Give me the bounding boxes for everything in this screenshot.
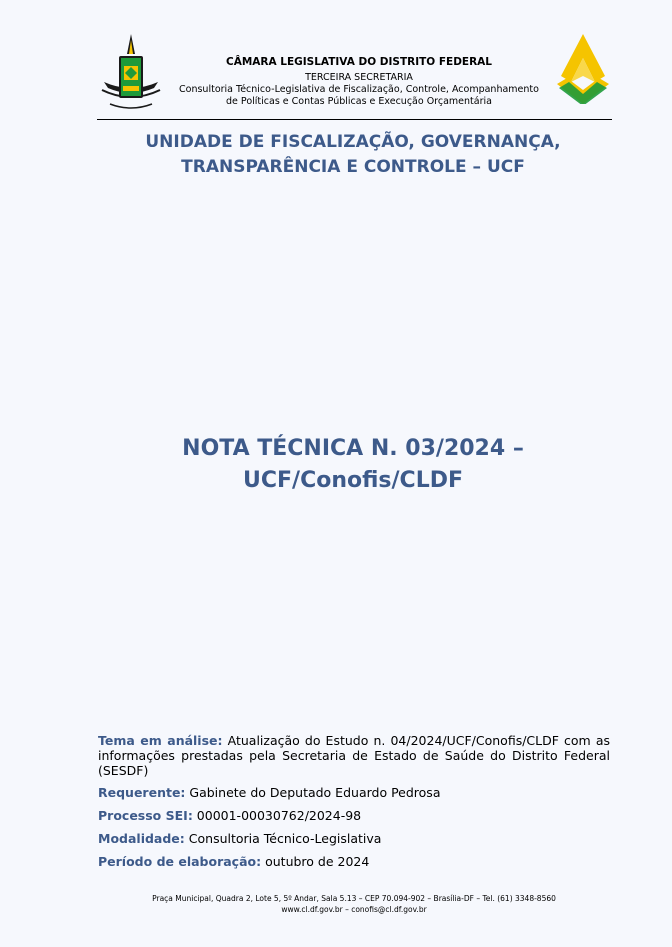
header-rule xyxy=(97,119,612,120)
secretariat-name: TERCEIRA SECRETARIA xyxy=(305,72,413,83)
cldf-logo-icon xyxy=(555,32,611,104)
document-info xyxy=(98,733,610,877)
tema-value: Atualização do Estudo n. 04/2024/UCF/Conofis/CLDF com as informações prestadas pela Secretaria de Estado de Saúde do Distrito Federal (SESDF) xyxy=(98,733,610,778)
requerente-value: Gabinete do Deputado Eduardo Pedrosa xyxy=(189,785,441,800)
info-modalidade xyxy=(98,831,610,846)
info-requerente xyxy=(98,785,610,800)
periodo-label: Período de elaboração: xyxy=(98,854,262,869)
consultoria-line-2: de Políticas e Contas Públicas e Execução Orçamentária xyxy=(226,96,492,107)
institution-name: CÂMARA LEGISLATIVA DO DISTRITO FEDERAL xyxy=(225,56,492,68)
brasao-df-icon xyxy=(100,32,162,110)
letterhead-text xyxy=(165,56,553,108)
requerente-label: Requerente: xyxy=(98,785,186,800)
info-processo xyxy=(98,808,610,823)
modalidade-label: Modalidade: xyxy=(98,831,185,846)
periodo-value: outubro de 2024 xyxy=(265,854,370,869)
consultoria-line-1: Consultoria Técnico-Legislativa de Fiscalização, Controle, Acompanhamento xyxy=(179,84,539,95)
footer-address: Praça Municipal, Quadra 2, Lote 5, 5º Andar, Sala 5.13 – CEP 70.094-902 – Brasília-DF – Tel. (61) 3348-8560 xyxy=(152,894,556,903)
note-title xyxy=(100,433,606,497)
unit-title-line-2: TRANSPARÊNCIA E CONTROLE – UCF xyxy=(181,157,525,177)
page-footer xyxy=(98,893,610,915)
note-title-line-2: UCF/Conofis/CLDF xyxy=(243,468,463,493)
processo-label: Processo SEI: xyxy=(98,808,193,823)
unit-title-line-1: UNIDADE DE FISCALIZAÇÃO, GOVERNANÇA, xyxy=(145,132,561,152)
processo-value: 00001-00030762/2024-98 xyxy=(196,808,362,823)
note-title-line-1: NOTA TÉCNICA N. 03/2024 – xyxy=(182,436,524,461)
tema-label: Tema em análise: xyxy=(98,733,223,748)
modalidade-value: Consultoria Técnico-Legislativa xyxy=(188,831,382,846)
unit-title xyxy=(100,130,606,180)
letterhead xyxy=(97,30,612,122)
footer-contact: www.cl.df.gov.br – conofis@cl.df.gov.br xyxy=(281,905,427,914)
info-tema xyxy=(98,733,610,778)
info-periodo xyxy=(98,854,610,869)
